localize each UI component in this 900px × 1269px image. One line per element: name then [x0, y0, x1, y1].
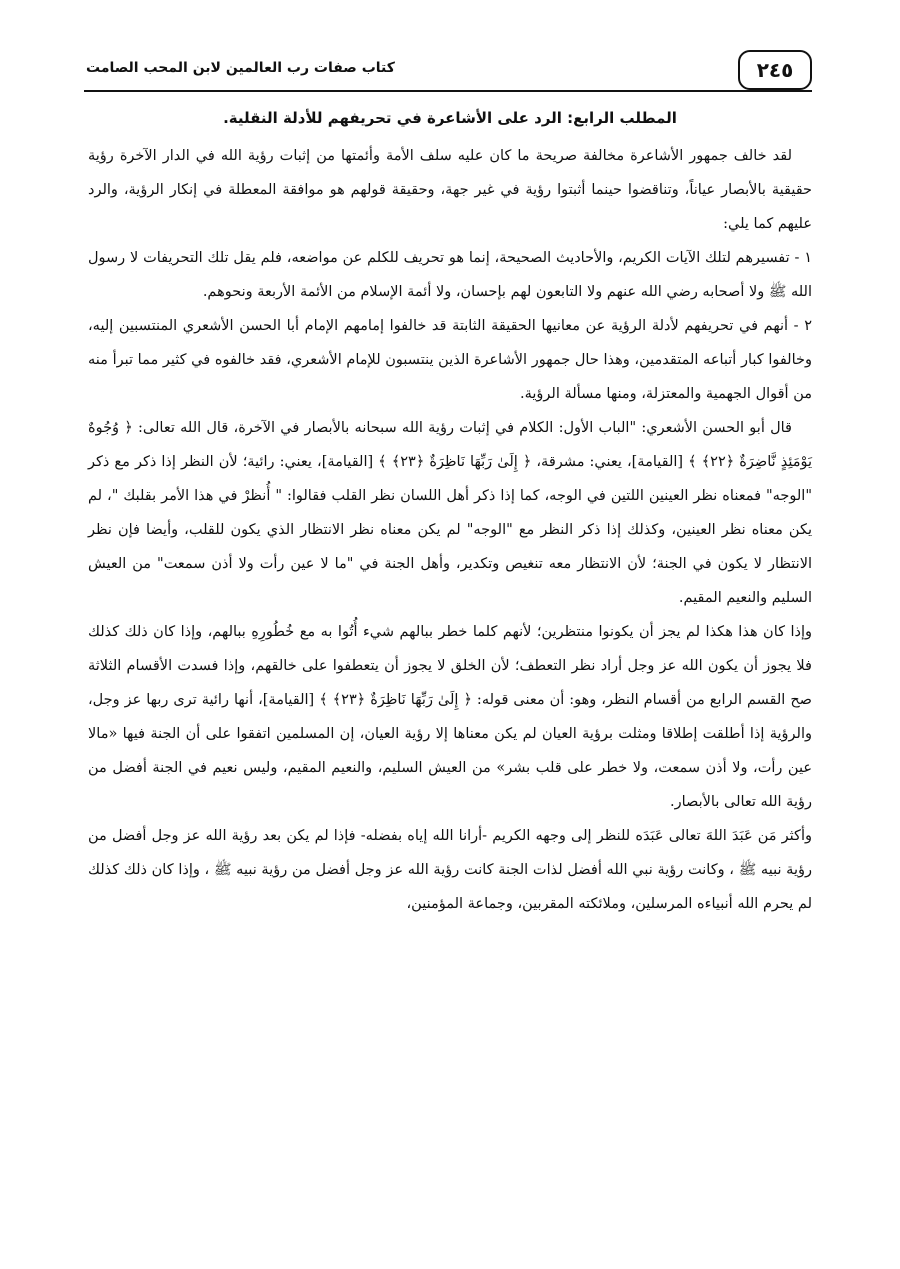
book-title: كتاب صفات رب العالمين لابن المحب الصامت: [86, 60, 395, 76]
page-body: [88, 103, 812, 921]
header-divider: [84, 90, 812, 92]
paragraph: لقد خالف جمهور الأشاعرة مخالفة صريحة ما كان عليه سلف الأمة وأئمتها من إثبات رؤية الله في الدار الآخرة رؤية حقيقية بالأبصار عياناً، وتناقضوا حينما أثبتوا رؤية في غير جهة، وحقيقة قولهم هو موافقة المعطلة في إنكار الرؤية، والرد عليهم كما يلي:: [88, 148, 812, 232]
page-number: ٢٤٥: [738, 50, 812, 90]
page-header: [84, 50, 812, 90]
paragraph: وإذا كان هذا هكذا لم يجز أن يكونوا منتظرين؛ لأنهم كلما خطر ببالهم شيء أُتُوا به مع خُطُورِهِ ببالهم، وإذا كان ذلك كذلك فلا يجوز أن يكون الله عز وجل أراد نظر التعطف؛ لأن الخلق لا يجوز أن يتعطفوا على خالقهم، وإذا فسدت الأقسام الثلاثة صح القسم الرابع من أقسام النظر، وهو: أن معنى قوله: ﴿ إِلَىٰ رَبِّهَا نَاظِرَةٌ ﴿٢٣﴾ ﴾ [القيامة]، أنها رائية ترى ربها عز وجل، والرؤية إذا أطلقت إطلاقا ومثلت برؤية العيان لم يكن معناها إلا رؤية العيان، إن المسلمين اتفقوا على أن الجنة فيها «مالا عين رأت، ولا أذن سمعت، ولا خطر على قلب بشر» من العيش السليم، والنعيم المقيم، وليس نعيم في الجنة أفضل من رؤية الله تعالى بالأبصار.: [88, 624, 812, 810]
paragraph: وأكثر مَن عَبَدَ اللهَ تعالى عَبَدَه للنظر إلى وجهه الكريم -أرانا الله إياه بفضله- فإذا لم يكن بعد رؤية الله عز وجل أفضل من رؤية نبيه ﷺ ، وكانت رؤية نبي الله أفضل لذات الجنة كانت رؤية الله عز وجل أفضل من رؤية نبيه ﷺ ، وإذا كان ذلك كذلك لم يحرم الله أنبياءه المرسلين، وملائكته المقربين، وجماعة المؤمنين،: [88, 828, 812, 912]
paragraph: ٢ - أنهم في تحريفهم لأدلة الرؤية عن معانيها الحقيقة الثابتة قد خالفوا إمامهم الإمام أبا الحسن الأشعري المنتسبين إليه، وخالفوا كبار أتباعه المتقدمين، وهذا حال جمهور الأشاعرة الذين ينتسبون للإمام الأشعري، فقد خالفوه في كثير مما تبرأ منه من أقوال الجهمية والمعتزلة، ومنها مسألة الرؤية.: [88, 318, 812, 402]
paragraph: ١ - تفسيرهم لتلك الآيات الكريم، والأحاديث الصحيحة، إنما هو تحريف للكلم عن مواضعه، فلم يقل تلك التحريفات لا رسول الله ﷺ ولا أصحابه رضي الله عنهم ولا التابعون لهم بإحسان، ولا أئمة الإسلام من الأئمة الأربعة ونحوهم.: [88, 250, 812, 300]
section-title: المطلب الرابع: الرد على الأشاعرة في تحريفهم للأدلة النقلية.: [223, 109, 677, 127]
paragraph: قال أبو الحسن الأشعري: "الباب الأول: الكلام في إثبات رؤية الله سبحانه بالأبصار في الآخرة، قال الله تعالى: ﴿ وُجُوهٌ يَوْمَئِذٍ نَّاضِرَةٌ ﴿٢٢﴾ ﴾ [القيامة]، يعني: مشرقة، ﴿ إِلَىٰ رَبِّهَا نَاظِرَةٌ ﴿٢٣﴾ ﴾ [القيامة]، يعني: رائية؛ لأن النظر إذا ذكر مع ذكر "الوجه" فمعناه نظر العينين اللتين في الوجه، كما إذا ذكر أهل اللسان نظر القلب فقالوا: " أُنظرْ في هذا الأمر بقلبك "، لم يكن معناه نظر العينين، وكذلك إذا ذكر النظر مع "الوجه" لم يكن معناه نظر الانتظار الذي يكون للقلب، وأيضا فإن نظر الانتظار لا يكون في الجنة؛ لأن الانتظار معه تنغيص وتكدير، وأهل الجنة في "ما لا عين رأت ولا أذن سمعت" من العيش السليم والنعيم المقيم.: [88, 420, 813, 606]
